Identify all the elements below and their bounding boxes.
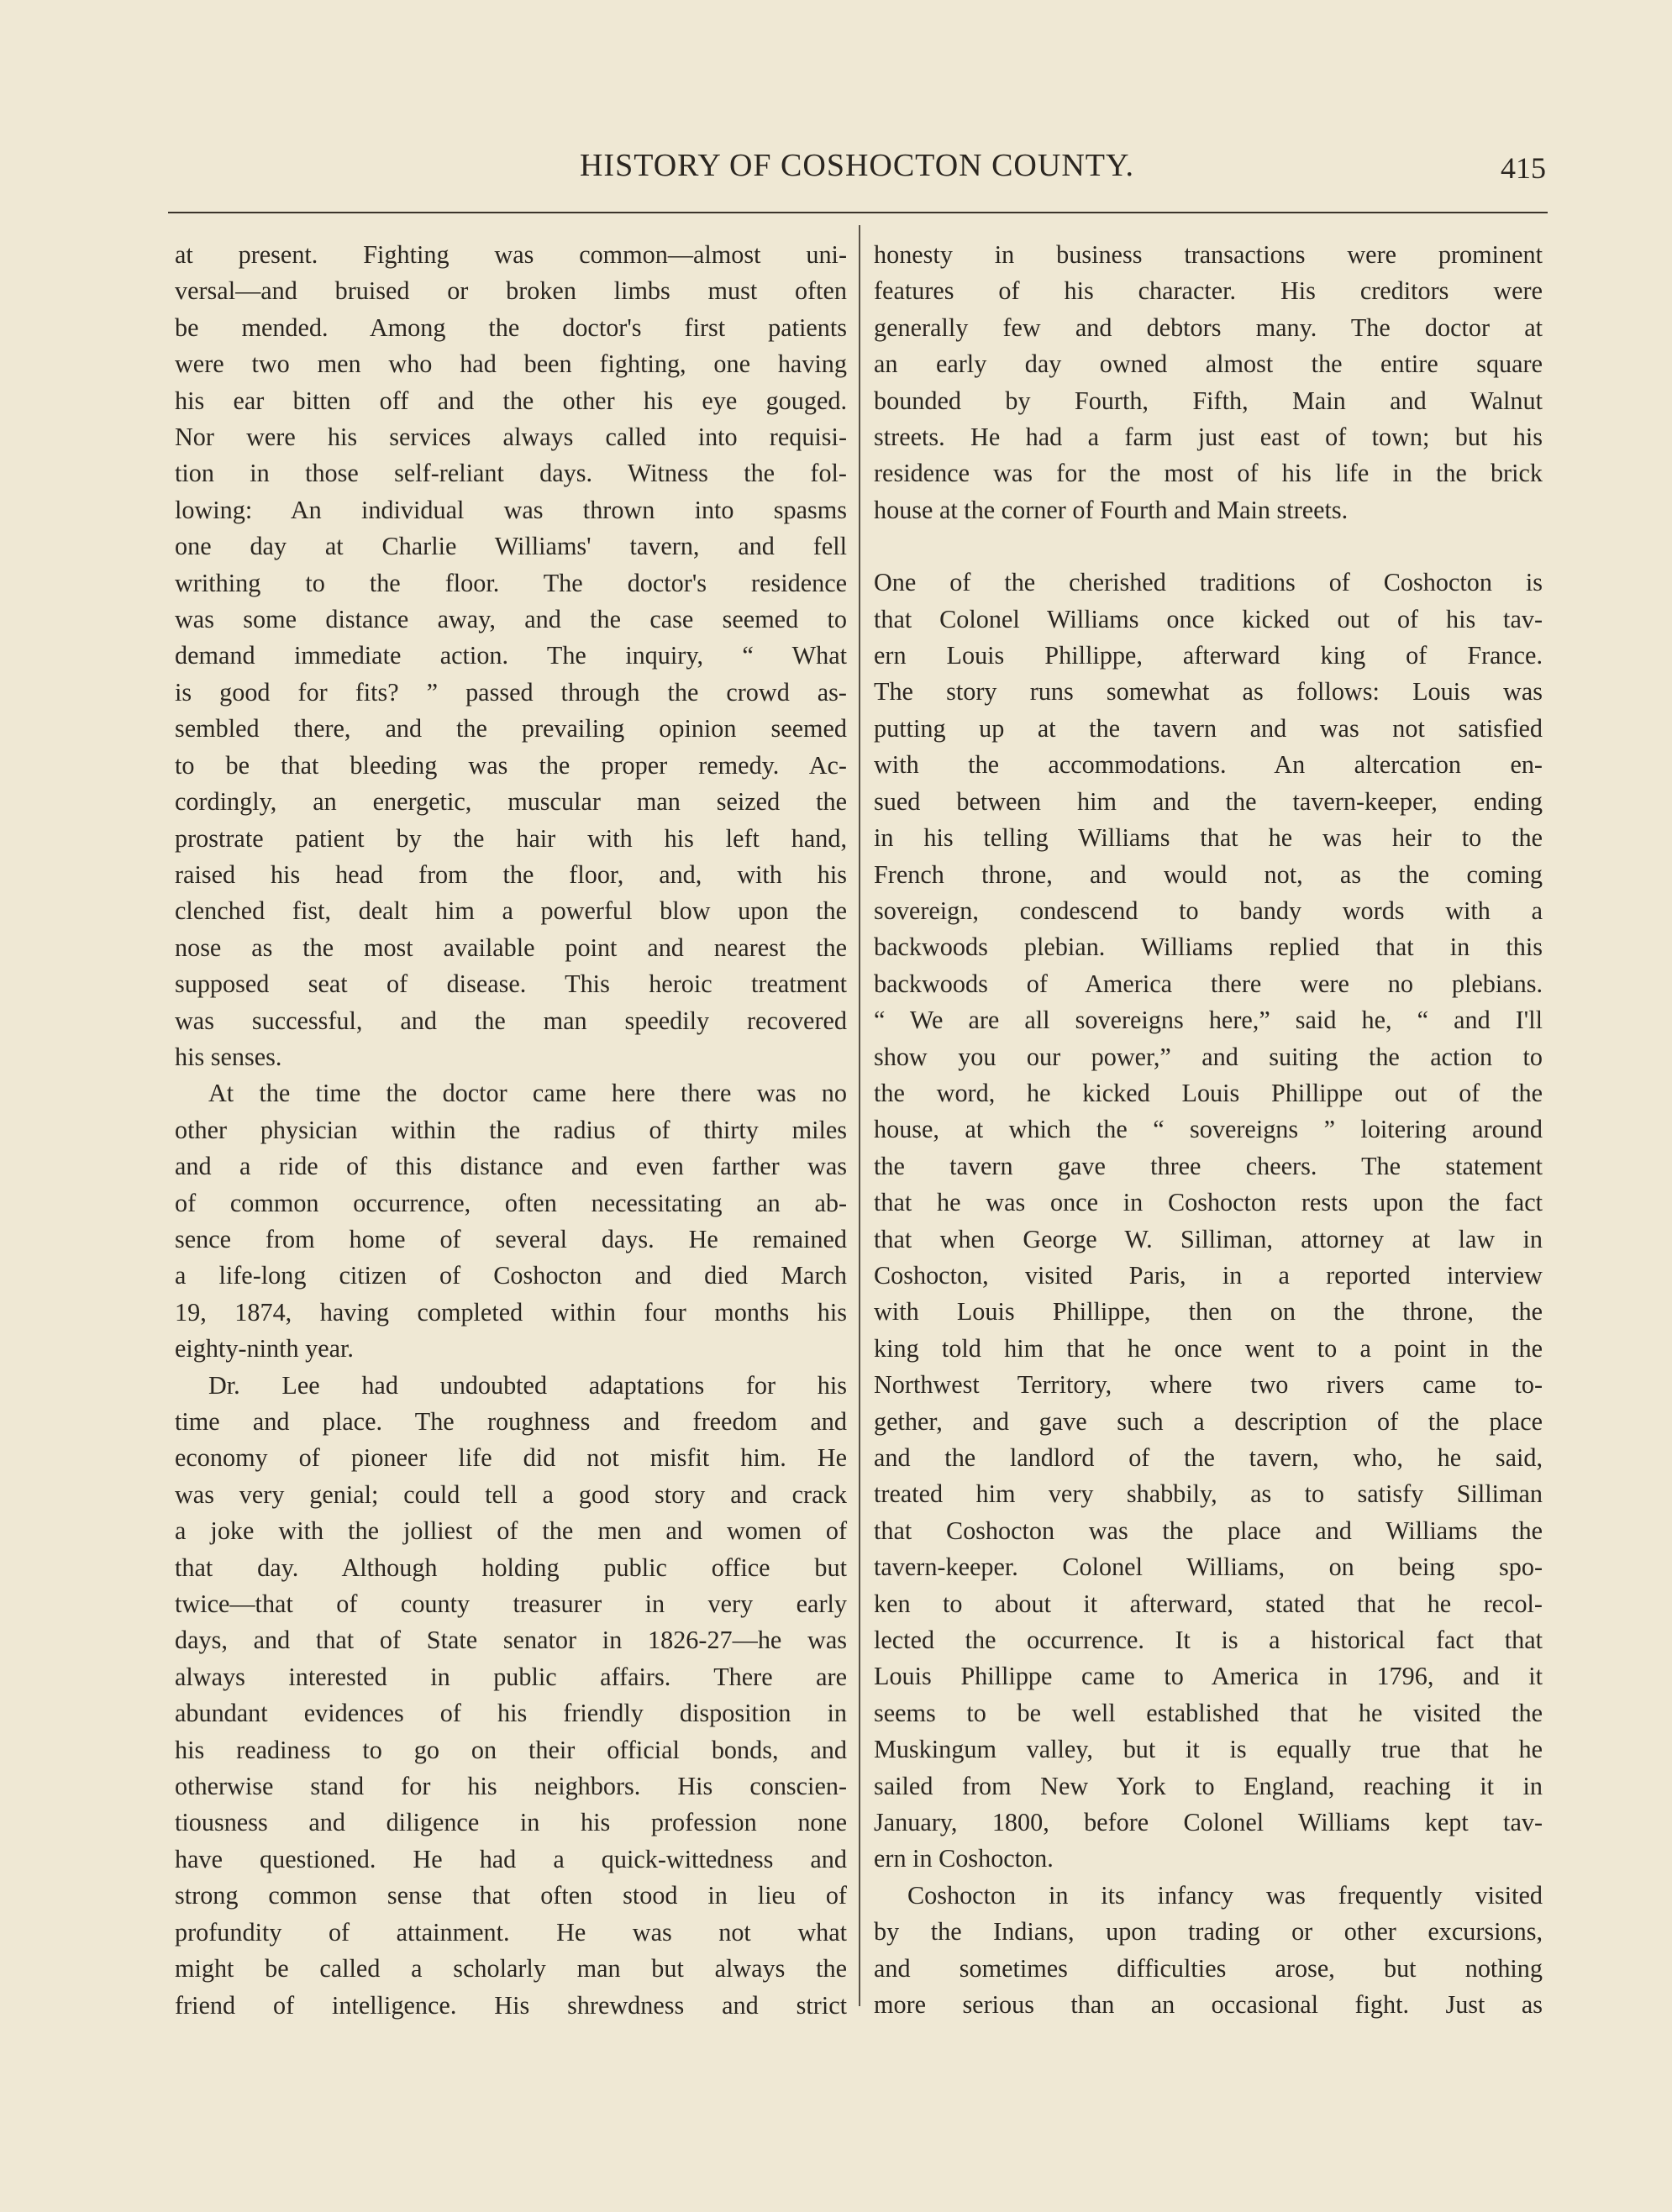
text-line: that he was once in Coshocton rests upon the fact <box>874 1188 1543 1217</box>
text-line: nose as the most available point and nearest the <box>175 933 847 962</box>
text-line: Dr. Lee had undoubted adaptations for his <box>208 1370 847 1400</box>
text-line: treated him very shabbily, as to satisfy Silliman <box>874 1479 1543 1509</box>
text-line: more serious than an occasional fight. Just as <box>874 1990 1543 2020</box>
text-line: his readiness to go on their official bonds, and <box>175 1735 847 1764</box>
text-line: friend of intelligence. His shrewdness and strict <box>175 1990 847 2020</box>
text-line: ken to about it afterward, stated that he recol- <box>874 1589 1543 1618</box>
left-column <box>175 237 847 2024</box>
text-line: king told him that he once went to a point in the <box>874 1333 1543 1363</box>
text-line: an early day owned almost the entire square <box>874 349 1543 379</box>
text-line: time and place. The roughness and freedom and <box>175 1407 847 1436</box>
text-line: backwoods plebian. Williams replied that in this <box>874 933 1543 962</box>
text-line: strong common sense that often stood in lieu of <box>175 1881 847 1910</box>
text-line: always interested in public affairs. There are <box>175 1662 847 1691</box>
text-line: Muskingum valley, but it is equally true that he <box>874 1735 1543 1764</box>
text-line: by the Indians, upon trading or other excursions, <box>874 1917 1543 1947</box>
text-line: French throne, and would not, as the coming <box>874 859 1543 889</box>
header-rule <box>168 212 1548 213</box>
text-line: one day at Charlie Williams' tavern, and fell <box>175 532 847 561</box>
text-line: that day. Although holding public office but <box>175 1553 847 1582</box>
text-line: might be called a scholarly man but always the <box>175 1954 847 1983</box>
text-line: generally few and debtors many. The doctor at <box>874 313 1543 342</box>
text-line: Nor were his services always called into requisi- <box>175 423 847 452</box>
text-line: and sometimes difficulties arose, but nothing <box>874 1953 1543 1983</box>
right-paragraph-3 <box>874 1878 1543 2024</box>
text-line: Coshocton in its infancy was frequently visited <box>907 1880 1543 1910</box>
text-line: Northwest Territory, where two rivers came to- <box>874 1370 1543 1400</box>
text-line: tavern-keeper. Colonel Williams, on being spo- <box>874 1553 1543 1582</box>
text-line: and the landlord of the tavern, who, he said, <box>874 1443 1543 1472</box>
right-paragraph-2 <box>874 565 1543 1878</box>
text-line: features of his character. His creditors were <box>874 276 1543 306</box>
text-line: house at the corner of Fourth and Main streets. <box>874 495 1349 524</box>
text-line: was very genial; could tell a good story and crack <box>175 1479 847 1509</box>
text-line: Coshocton, visited Paris, in a reported interview <box>874 1260 1543 1290</box>
text-line: seems to be well established that he visited the <box>874 1698 1543 1727</box>
text-line: economy of pioneer life did not misfit him. He <box>175 1443 847 1473</box>
text-line: sovereign, condescend to bandy words with a <box>874 896 1543 925</box>
text-line: putting up at the tavern and was not satisfied <box>874 713 1543 743</box>
text-line: cordingly, an energetic, muscular man seized the <box>175 787 847 817</box>
text-line: his senses. <box>175 1042 282 1071</box>
text-line: gether, and gave such a description of the place <box>874 1406 1543 1436</box>
text-line: be mended. Among the doctor's first patients <box>175 313 847 342</box>
right-column <box>874 237 1543 2024</box>
text-line: clenched fist, dealt him a powerful blow upon the <box>175 896 847 926</box>
text-line: At the time the doctor came here there was no <box>208 1079 847 1108</box>
text-line: was successful, and the man speedily recovered <box>175 1006 847 1035</box>
text-line: his ear bitten off and the other his eye gouged. <box>175 386 847 415</box>
text-line: is good for fits? ” passed through the crowd as- <box>175 677 847 707</box>
page-header <box>168 147 1546 197</box>
left-paragraph-3 <box>175 1368 847 2024</box>
text-line: sued between him and the tavern-keeper, ending <box>874 786 1543 816</box>
text-line: sailed from New York to England, reaching it in <box>874 1771 1543 1800</box>
left-paragraph-2 <box>175 1075 847 1367</box>
text-line: to be that bleeding was the proper remedy. Ac- <box>175 750 847 780</box>
text-line: One of the cherished traditions of Coshocton is <box>874 568 1543 597</box>
text-line: honesty in business transactions were prominent <box>874 240 1543 269</box>
text-line: tiousness and diligence in his profession none <box>175 1808 847 1837</box>
text-line: ern Louis Phillippe, afterward king of France. <box>874 641 1543 670</box>
text-line: 19, 1874, having completed within four months his <box>175 1297 847 1327</box>
left-paragraph-1 <box>175 237 847 1075</box>
text-line: sembled there, and the prevailing opinion seemed <box>175 714 847 743</box>
text-line: twice—that of county treasurer in very early <box>175 1589 847 1619</box>
text-line: Louis Phillippe came to America in 1796, and it <box>874 1662 1543 1691</box>
text-line: demand immediate action. The inquiry, “ What <box>175 641 847 670</box>
text-line: sence from home of several days. He remained <box>175 1224 847 1253</box>
text-line: eighty-ninth year. <box>175 1334 354 1363</box>
text-line: profundity of attainment. He was not what <box>175 1917 847 1947</box>
text-line: streets. He had a farm just east of town; but his <box>874 423 1543 452</box>
text-line: writhing to the floor. The doctor's residence <box>175 568 847 597</box>
text-line: otherwise stand for his neighbors. His conscien- <box>175 1772 847 1801</box>
text-line: at present. Fighting was common—almost uni- <box>175 240 847 269</box>
text-line: prostrate patient by the hair with his left hand, <box>175 823 847 853</box>
text-line: raised his head from the floor, and, with his <box>175 859 847 889</box>
text-line: a joke with the jolliest of the men and women of <box>175 1516 847 1546</box>
column-divider <box>859 225 860 2006</box>
text-line: bounded by Fourth, Fifth, Main and Walnut <box>874 386 1543 415</box>
running-title: HISTORY OF COSHOCTON COUNTY. <box>579 148 1135 183</box>
text-line: in his telling Williams that he was heir to the <box>874 823 1543 853</box>
text-line: tion in those self-reliant days. Witness the fol- <box>175 459 847 488</box>
text-line: January, 1800, before Colonel Williams kept tav- <box>874 1808 1543 1837</box>
text-line: days, and that of State senator in 1826-27—he was <box>175 1626 847 1655</box>
text-line: show you our power,” and suiting the action to <box>874 1042 1543 1071</box>
text-line: residence was for the most of his life in the brick <box>874 459 1543 488</box>
text-line: backwoods of America there were no plebians. <box>874 969 1543 998</box>
text-line: were two men who had been fighting, one having <box>175 349 847 379</box>
text-line: supposed seat of disease. This heroic treatment <box>175 969 847 999</box>
text-line: was some distance away, and the case seemed to <box>175 605 847 634</box>
text-line: house, at which the “ sovereigns ” loitering around <box>874 1115 1543 1144</box>
text-line: versal—and bruised or broken limbs must often <box>175 276 847 306</box>
text-line: the word, he kicked Louis Phillippe out of the <box>874 1078 1543 1107</box>
text-line: The story runs somewhat as follows: Louis was <box>874 677 1543 707</box>
text-line: with the accommodations. An altercation en- <box>874 750 1543 780</box>
text-line: the tavern gave three cheers. The statement <box>874 1151 1543 1180</box>
text-line: that Coshocton was the place and Williams the <box>874 1516 1543 1545</box>
text-line: with Louis Phillippe, then on the throne, the <box>874 1297 1543 1327</box>
text-line: a life-long citizen of Coshocton and died March <box>175 1261 847 1290</box>
text-line: abundant evidences of his friendly disposition in <box>175 1699 847 1728</box>
text-line: that Colonel Williams once kicked out of his tav- <box>874 604 1543 633</box>
text-line: and a ride of this distance and even farther was <box>175 1152 847 1181</box>
text-line: ern in Coshocton. <box>874 1844 1054 1873</box>
page-number: 415 <box>1501 151 1546 185</box>
text-line: have questioned. He had a quick-wittedness and <box>175 1844 847 1873</box>
right-paragraph-1 <box>874 237 1543 528</box>
text-line: lected the occurrence. It is a historical fact that <box>874 1626 1543 1655</box>
text-line: other physician within the radius of thirty miles <box>175 1115 847 1144</box>
text-line: “ We are all sovereigns here,” said he, “ and I'll <box>874 1006 1543 1035</box>
text-line: lowing: An individual was thrown into spasms <box>175 495 847 524</box>
text-line: that when George W. Silliman, attorney at law in <box>874 1224 1543 1253</box>
text-line: of common occurrence, often necessitating an ab- <box>175 1188 847 1217</box>
